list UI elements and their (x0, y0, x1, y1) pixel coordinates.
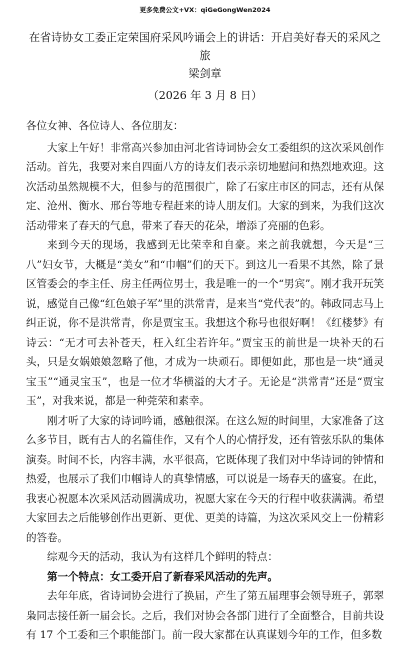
speaker-name: 梁剑章 (188, 67, 222, 80)
paragraph-last: 去年年底，省诗词协会进行了换届，产生了第五届理事会领导班子，郭翠枭同志接任新一届会长。之后，我们对协会各部门进行了全面整合，目前共设有 17 个工委和三个职能部门。前一段大家都在认真谋划今年的工作，但多数 (26, 590, 384, 641)
paragraph-opening: 大家上午好！非常高兴参加由河北省诗词协会女工委组织的这次采风创作活动。首先，我要对来自四面八方的诗友们表示亲切地慰问和热烈地欢迎。这次活动虽然规模不大，但参与的范围很广，除了石家庄市区的同志，还有从保定、沧州、衡水、邢台等地专程赶来的诗人朋友们。大家的到来，为我们这次活动带来了春天的气息，带来了春天的花朵，增添了亮丽的色彩。 (26, 141, 384, 232)
speech-date: （2026 年 3 月 8 日） (147, 89, 263, 102)
paragraph-summary-intro: 综观今天的活动，我认为有这样几个鲜明的特点： (47, 551, 278, 563)
paragraph-arrival: 来到今天的现场，我感到无比荣幸和自豪。来之前我就想，今天是“三八”妇女节，大概是“美女”和“巾帼”们的天下。到这儿一看果不其然，除了景区管委会的李主任、房主任两位男士，我是唯一的一个“男宾”。刚才我开玩笑说，感觉自己像“红色娘子军”里的洪常青，是来当“党代表”的。韩政同志马上纠正说，你不是洪常青，你是贾宝玉。我想这个称号也很好啊！《红楼梦》有诗云：“无才可去补苍天，枉入红尘若许年。”贾宝玉的前世是一块补天的石头，只是女娲娘娘忽略了他，才成为一块顽石。即便如此，那也是一块“通灵宝玉”“通灵宝玉”，也是一位才华横溢的大才子。无论是“洪常青”还是“贾宝玉”，对我来说，都是一种莞荣和素幸。 (26, 239, 384, 407)
speech-title: 在省诗协女工委正定荣国府采风吟诵会上的讲话：开启美好春天的采风之旅 (29, 31, 381, 62)
feature-heading: 第一个特点：女工委开启了新春采风活动的先声。 (47, 570, 278, 583)
greeting: 各位女神、各位诗人、各位朋友： (26, 120, 184, 132)
paragraph-impressions: 刚才听了大家的诗词吟诵，感触很深。在这么短的时间里，大家准备了这么多节目，既有古人的名篇佳作，又有个人的心情抒发，还有管弦乐队的集体演奏。时间不长，内容丰满，水平很高，它既体现了我们对中华诗词的钟情和热爱，也展示了我们巾帼诗人的真挚情感，可以说是一场春天的盛宴。在此，我衷心祝愿本次采风活动圆满成功，祝愿大家在今天的行程中收获满满。希望大家回去之后能够创作出更新、更优、更美的诗篇，为这次采风交上一份精彩的答卷。 (26, 414, 384, 544)
header-note: 更多免费公文+VX：qiGeGongWen2024 (139, 6, 271, 14)
